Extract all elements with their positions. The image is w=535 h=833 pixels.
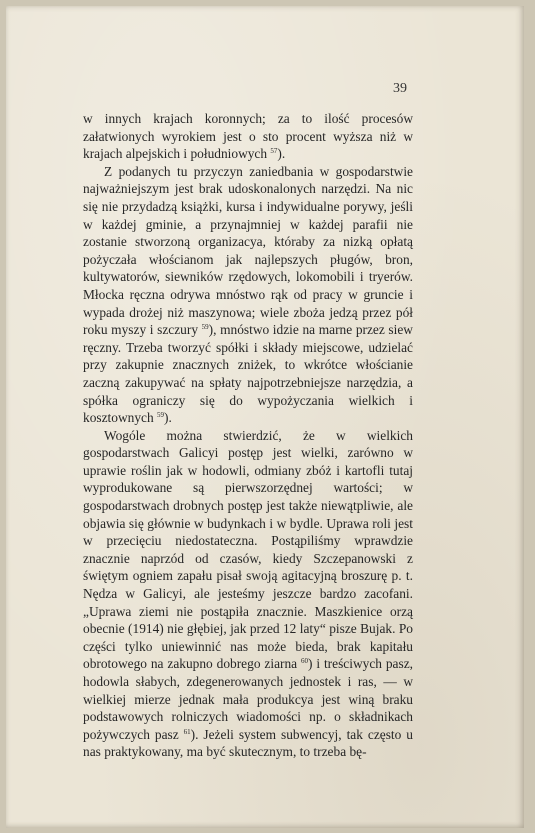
paragraph-3: [83, 427, 413, 761]
text-run: ).: [164, 410, 172, 426]
footnote-marker: 59: [157, 411, 165, 420]
page-number: 39: [393, 81, 407, 96]
footnote-marker: 59: [201, 323, 209, 332]
body-text: [83, 110, 413, 761]
text-run: ), mnóstwo idzie na marne przez siew ręczny. Trzeba tworzyć spółki i składy miejscowe, udzielać przy zakupnie znacznych zniżek, to wkrótce włościanie zaczną zakupywać na spłaty najpotrzebniejsze narzędzia, a spółka ograniczy się do wypożyczania wielkich i kosztownych: [83, 322, 413, 426]
text-run: Wogóle można stwierdzić, że w wielkich gospodarstwach Galicyi postęp jest wielki, zarówno w uprawie roślin jak w hodowli, odmiany zbóż i kartofli tutaj wyprodukowane są pierwszorzędnej wartości; w gospodarstwach drobnych postęp jest także niewątpliwie, ale objawia się głównie w budynkach i w bydle. Uprawa roli jest w przecięciu niedostateczna. Postąpiliśmy wprawdzie znacznie naprzód od czasów, kiedy Szczepanowski z świętym ogniem zapału pisał swoją agitacyjną broszurę p. t. Nędza w Galicyi, ale jesteśmy jeszcze bardzo zacofani. „Uprawa ziemi nie postąpiła znacznie. Maszkienice orzą obecnie (1914) nie głębiej, jak przed 12 laty“ pisze Bujak. Po części tylko uniewinnić nas może bieda, brak kapitału obrotowego na zakupno dobrego ziarna: [83, 427, 413, 672]
footnote-marker: 60: [301, 657, 308, 666]
text-run: ) i treściwych pasz, hodowla słabych, zdegenerowanych jednostek i ras, — w wielkiej mierze jednak mała produkcya jest winą braku podstawowych rolniczych wiadomości np. o składnikach pożywczych pasz: [83, 656, 413, 742]
text-run: Z podanych tu przyczyn zaniedbania w gospodarstwie najważniejszym jest brak udoskonalonych narzędzi. Na nic się nie przydadzą książki, kursa i indywidualne porywy, jeśli w każdej gminie, a przynajmniej w każdej parafii nie zostanie stworzoną organizacya, któraby za nizką opłatą pożyczała włościanom jak najlepszych pługów, bron, kultywatorów, siewników rzędowych, lokomobili i tryerów. Młocka ręczna odrywa mnóstwo rąk od pracy w gruncie i wypada drożej niż maszynowa; wiele zboża jedzą przez pół roku myszy i szczury: [83, 163, 413, 338]
paragraph-2: [83, 163, 413, 427]
paragraph-1: [83, 110, 413, 163]
text-run: ). Jeżeli system subwencyj, tak często u nas praktykowany, ma być skutecznym, to trzeba bę-: [83, 726, 413, 760]
footnote-marker: 61: [183, 727, 191, 736]
book-page: [6, 6, 524, 828]
text-run: w innych krajach koronnych; za to ilość procesów załatwionych wyrokiem jest o sto procent wyższa niż w krajach alpejskich i południowych: [83, 111, 413, 162]
footnote-marker: 57: [270, 147, 278, 156]
text-run: ).: [277, 146, 286, 162]
